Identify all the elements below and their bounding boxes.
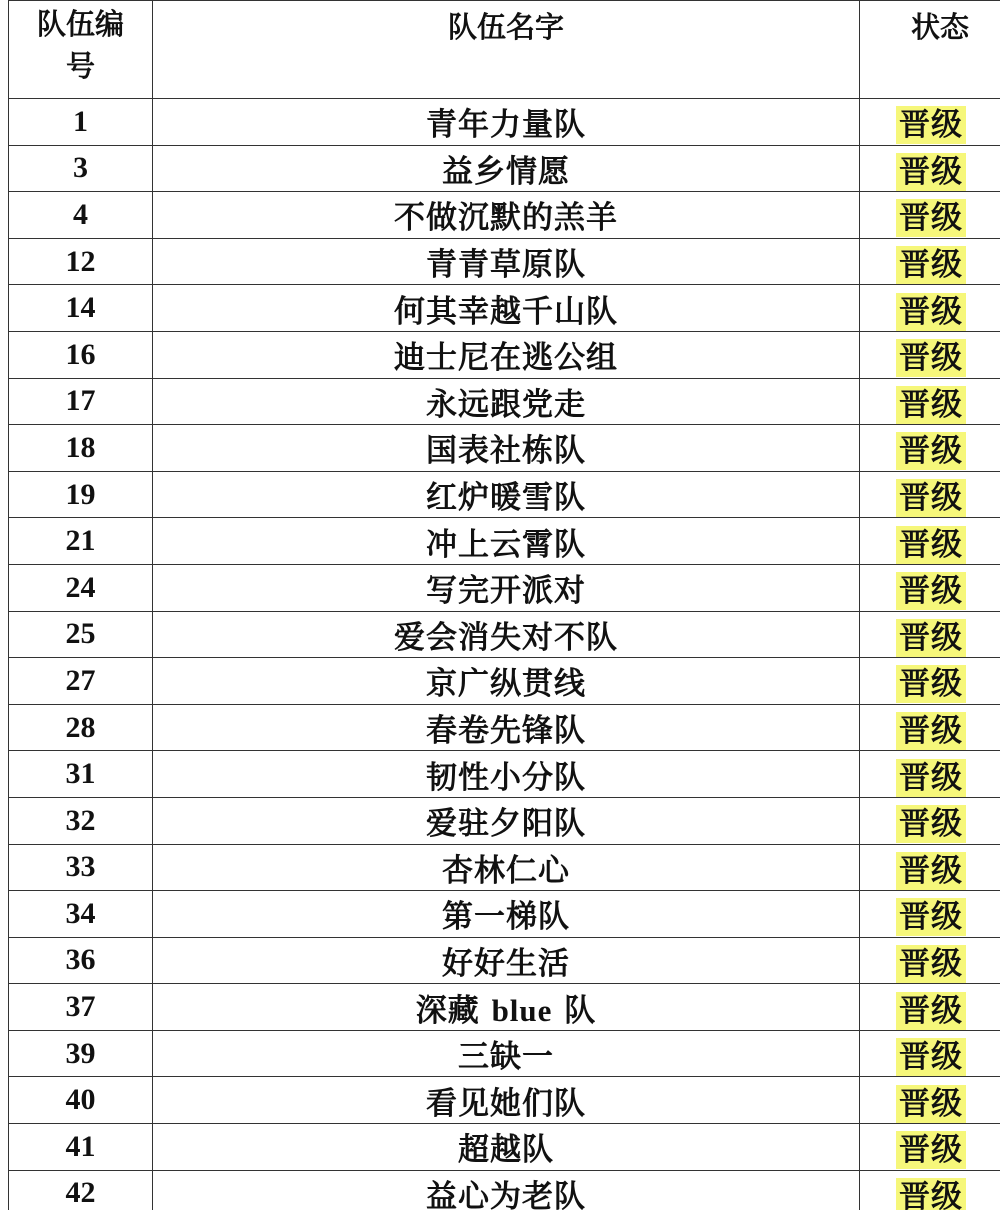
team-number-cell: 32 <box>9 797 153 844</box>
team-name-cell: 春卷先锋队 <box>153 704 860 751</box>
team-name-cell: 三缺一 <box>153 1030 860 1077</box>
table-row <box>9 238 1000 285</box>
team-number-cell: 37 <box>9 984 153 1031</box>
status-cell <box>860 797 1000 844</box>
table-body <box>9 99 1000 1210</box>
status-cell <box>860 1170 1000 1210</box>
team-number-cell: 17 <box>9 378 153 425</box>
status-cell <box>860 891 1000 938</box>
table-row <box>9 611 1000 658</box>
status-cell <box>860 192 1000 239</box>
status-badge: 晋级 <box>896 945 966 983</box>
team-number-cell: 42 <box>9 1170 153 1210</box>
team-name-cell: 何其幸越千山队 <box>153 285 860 332</box>
status-cell <box>860 238 1000 285</box>
table-row <box>9 704 1000 751</box>
table-row <box>9 844 1000 891</box>
team-number-cell: 28 <box>9 704 153 751</box>
team-number-cell: 34 <box>9 891 153 938</box>
status-badge: 晋级 <box>896 665 966 703</box>
team-number-cell: 12 <box>9 238 153 285</box>
team-name-cell: 冲上云霄队 <box>153 518 860 565</box>
status-cell <box>860 984 1000 1031</box>
status-cell <box>860 751 1000 798</box>
table-row <box>9 192 1000 239</box>
team-number-cell: 25 <box>9 611 153 658</box>
status-badge: 晋级 <box>896 992 966 1030</box>
team-number-cell: 21 <box>9 518 153 565</box>
status-badge: 晋级 <box>896 432 966 470</box>
team-name-cell: 益心为老队 <box>153 1170 860 1210</box>
status-cell <box>860 564 1000 611</box>
status-cell <box>860 1124 1000 1171</box>
status-badge: 晋级 <box>896 526 966 564</box>
status-badge: 晋级 <box>896 852 966 890</box>
team-number-cell: 16 <box>9 331 153 378</box>
team-name-latin: blue <box>491 992 553 1028</box>
team-number-cell: 24 <box>9 564 153 611</box>
table-row <box>9 425 1000 472</box>
status-cell <box>860 378 1000 425</box>
status-cell <box>860 99 1000 146</box>
team-name-cell: 超越队 <box>153 1124 860 1171</box>
status-cell <box>860 704 1000 751</box>
team-name-cell: 爱会消失对不队 <box>153 611 860 658</box>
table-row <box>9 937 1000 984</box>
team-name-cell: 第一梯队 <box>153 891 860 938</box>
status-cell <box>860 1030 1000 1077</box>
team-number-cell: 18 <box>9 425 153 472</box>
status-cell <box>860 937 1000 984</box>
table-row <box>9 518 1000 565</box>
table-row <box>9 1170 1000 1210</box>
team-number-cell: 4 <box>9 192 153 239</box>
status-badge: 晋级 <box>896 759 966 797</box>
team-number-cell: 3 <box>9 145 153 192</box>
table-row <box>9 984 1000 1031</box>
header-team-name: 队伍名字 <box>153 1 860 99</box>
table-row <box>9 751 1000 798</box>
table-row <box>9 564 1000 611</box>
table-row <box>9 285 1000 332</box>
team-number-cell: 33 <box>9 844 153 891</box>
team-name-cell: 益乡情愿 <box>153 145 860 192</box>
team-name-cell: 韧性小分队 <box>153 751 860 798</box>
table-row <box>9 331 1000 378</box>
header-status: 状态 <box>860 1 1000 99</box>
table-row <box>9 378 1000 425</box>
status-badge: 晋级 <box>896 1178 966 1210</box>
status-badge: 晋级 <box>896 572 966 610</box>
status-cell <box>860 425 1000 472</box>
team-number-cell: 14 <box>9 285 153 332</box>
status-badge: 晋级 <box>896 619 966 657</box>
status-badge: 晋级 <box>896 898 966 936</box>
status-badge: 晋级 <box>896 339 966 377</box>
status-badge: 晋级 <box>896 106 966 144</box>
status-cell <box>860 658 1000 705</box>
table-row <box>9 471 1000 518</box>
status-badge: 晋级 <box>896 1131 966 1169</box>
status-badge: 晋级 <box>896 712 966 750</box>
status-badge: 晋级 <box>896 1085 966 1123</box>
header-team-number-text: 队伍编号 <box>36 7 124 83</box>
status-badge: 晋级 <box>896 246 966 284</box>
status-cell <box>860 1077 1000 1124</box>
status-cell <box>860 471 1000 518</box>
table-row <box>9 1077 1000 1124</box>
team-name-cell: 写完开派对 <box>153 564 860 611</box>
status-cell <box>860 331 1000 378</box>
status-cell <box>860 611 1000 658</box>
table-row <box>9 1030 1000 1077</box>
table-row <box>9 145 1000 192</box>
status-badge: 晋级 <box>896 199 966 237</box>
team-number-cell: 40 <box>9 1077 153 1124</box>
status-cell <box>860 844 1000 891</box>
team-name-cell: 深藏 blue 队 <box>153 984 860 1031</box>
status-cell <box>860 145 1000 192</box>
team-name-cell: 不做沉默的羔羊 <box>153 192 860 239</box>
status-badge: 晋级 <box>896 479 966 517</box>
header-team-number <box>9 1 153 99</box>
team-name-cell: 迪士尼在逃公组 <box>153 331 860 378</box>
team-number-cell: 27 <box>9 658 153 705</box>
table-row <box>9 1124 1000 1171</box>
team-status-table <box>8 0 1000 1210</box>
status-badge: 晋级 <box>896 805 966 843</box>
team-number-cell: 19 <box>9 471 153 518</box>
team-name-cell: 看见她们队 <box>153 1077 860 1124</box>
table-row <box>9 658 1000 705</box>
team-name-cell: 京广纵贯线 <box>153 658 860 705</box>
team-number-cell: 41 <box>9 1124 153 1171</box>
table-row <box>9 99 1000 146</box>
table-row <box>9 891 1000 938</box>
team-name-cell: 国表社栋队 <box>153 425 860 472</box>
team-name-cell: 好好生活 <box>153 937 860 984</box>
table-row <box>9 797 1000 844</box>
status-badge: 晋级 <box>896 153 966 191</box>
team-number-cell: 1 <box>9 99 153 146</box>
team-name-cell: 永远跟党走 <box>153 378 860 425</box>
team-number-cell: 39 <box>9 1030 153 1077</box>
status-badge: 晋级 <box>896 386 966 424</box>
team-name-cell: 爱驻夕阳队 <box>153 797 860 844</box>
team-number-cell: 31 <box>9 751 153 798</box>
team-name-cell: 青青草原队 <box>153 238 860 285</box>
team-name-cell: 青年力量队 <box>153 99 860 146</box>
team-name-cell: 杏林仁心 <box>153 844 860 891</box>
team-name-cell: 红炉暖雪队 <box>153 471 860 518</box>
table-header-row <box>9 1 1000 99</box>
status-badge: 晋级 <box>896 293 966 331</box>
status-cell <box>860 518 1000 565</box>
status-badge: 晋级 <box>896 1038 966 1076</box>
team-number-cell: 36 <box>9 937 153 984</box>
status-cell <box>860 285 1000 332</box>
